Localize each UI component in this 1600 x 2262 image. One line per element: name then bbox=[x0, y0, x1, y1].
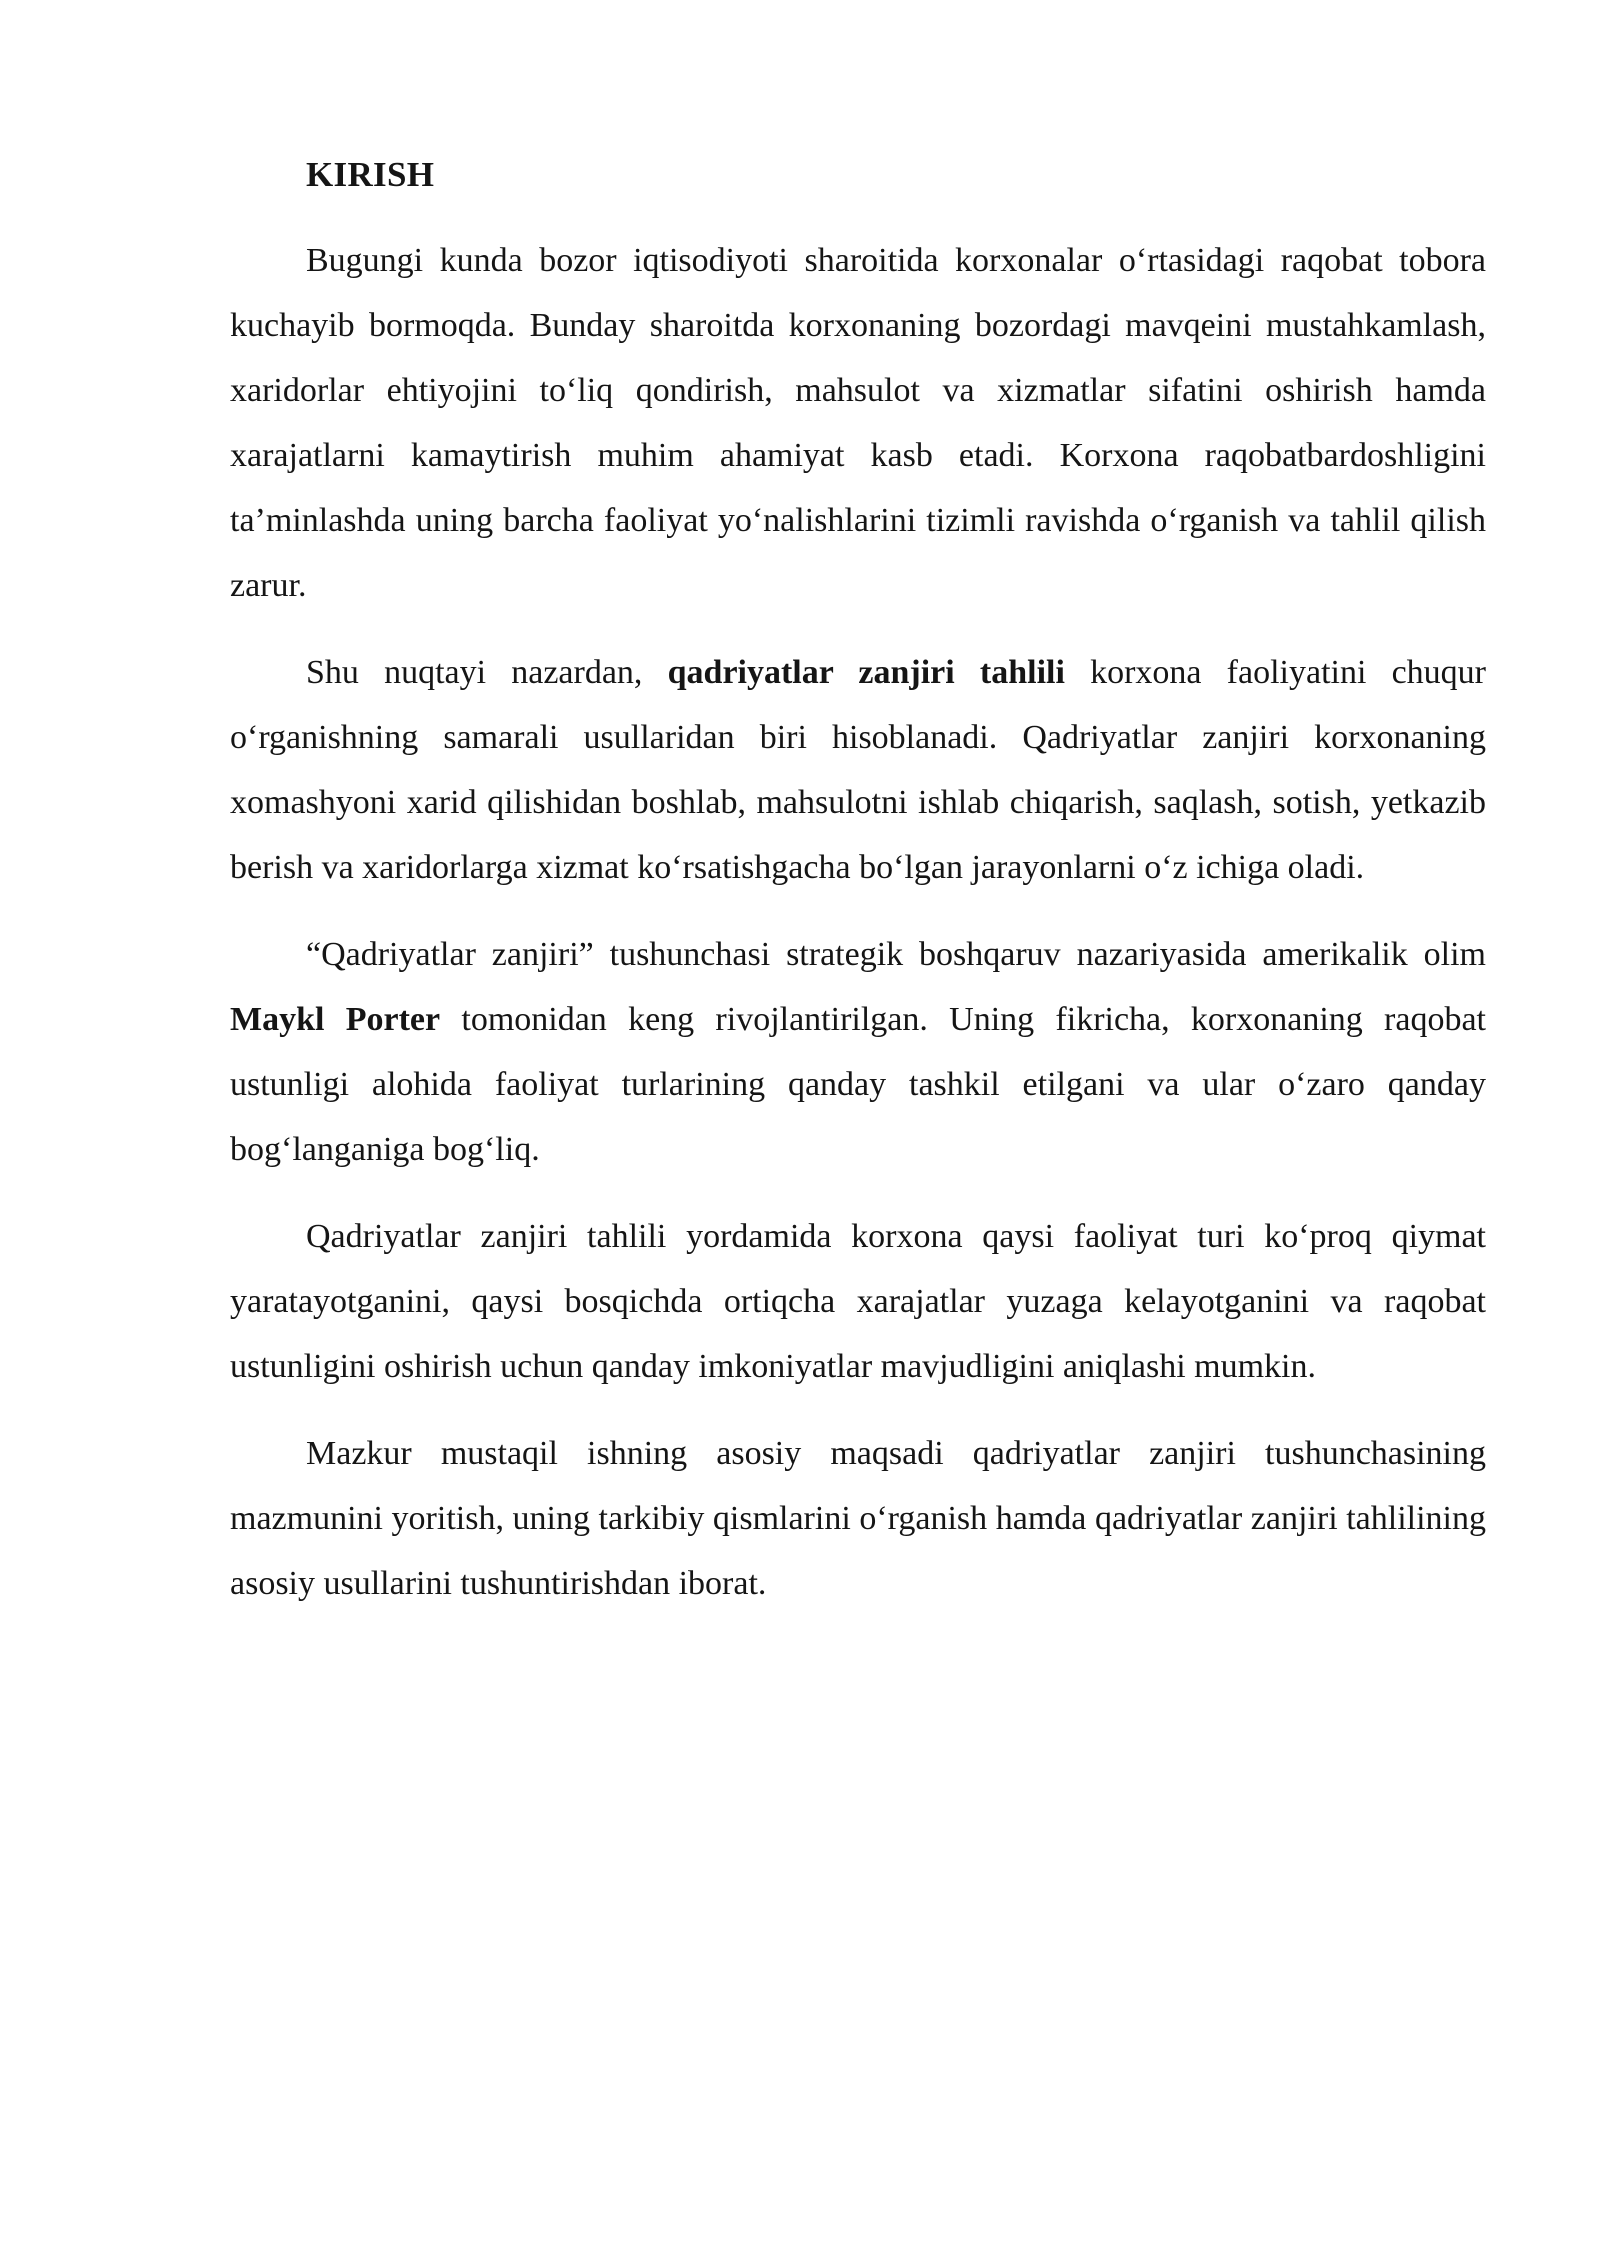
paragraph-4: Qadriyatlar zanjiri tahlili yordamida korxona qaysi faoliyat turi ko‘proq qiymat yaratayotganini, qaysi bosqichda ortiqcha xarajatlar yuzaga kelayotganini va raqobat ustunligini oshirish uchun qanday imkoniyatlar mavjudligini aniqlashi mumkin. bbox=[230, 1218, 1486, 1385]
paragraph-2 bbox=[230, 640, 1486, 900]
paragraph-3-text-before: “Qadriyatlar zanjiri” tushunchasi strategik boshqaruv nazariyasida amerikalik olim bbox=[306, 936, 1486, 973]
paragraph-2-text-after: korxona faoliyatini chuqur o‘rganishning samarali usullaridan biri hisoblanadi. Qadriyatlar zanjiri korxonaning xomashyoni xarid qilishidan boshlab, mahsulotni ishlab chiqarish, saqlash, sotish, yetkazib berish va xaridorlarga xizmat ko‘rsatishgacha bo‘lgan jarayonlarni o‘z ichiga oladi. bbox=[230, 654, 1487, 886]
paragraph-3-text-after: tomonidan keng rivojlantirilgan. Uning fikricha, korxonaning raqobat ustunligi alohida faoliyat turlarining qanday tashkil etilgani va ular o‘zaro qanday bog‘langaniga bog‘liq. bbox=[230, 1001, 1487, 1168]
paragraph-3 bbox=[230, 922, 1486, 1182]
paragraph-2-bold-term: qadriyatlar zanjiri tahlili bbox=[667, 654, 1065, 691]
paragraph-1: Bugungi kunda bozor iqtisodiyoti sharoitida korxonalar o‘rtasidagi raqobat tobora kuchayib bormoqda. Bunday sharoitda korxonaning bozordagi mavqeini mustahkamlash, xaridorlar ehtiyojini to‘liq qondirish, mahsulot va xizmatlar sifatini oshirish hamda xarajatlarni kamaytirish muhim ahamiyat kasb etadi. Korxona raqobatbardoshligini ta’minlashda uning barcha faoliyat yo‘nalishlarini tizimli ravishda o‘rganish va tahlil qilish zarur. bbox=[230, 242, 1486, 604]
section-heading: KIRISH bbox=[306, 155, 435, 194]
paragraph-2-text-before: Shu nuqtayi nazardan, bbox=[306, 654, 668, 691]
paragraph-3-bold-name: Maykl Porter bbox=[230, 1001, 441, 1038]
paragraph-5: Mazkur mustaqil ishning asosiy maqsadi qadriyatlar zanjiri tushunchasining mazmunini yoritish, uning tarkibiy qismlarini o‘rganish hamda qadriyatlar zanjiri tahlilining asosiy usullarini tushuntirishdan iborat. bbox=[230, 1435, 1486, 1602]
